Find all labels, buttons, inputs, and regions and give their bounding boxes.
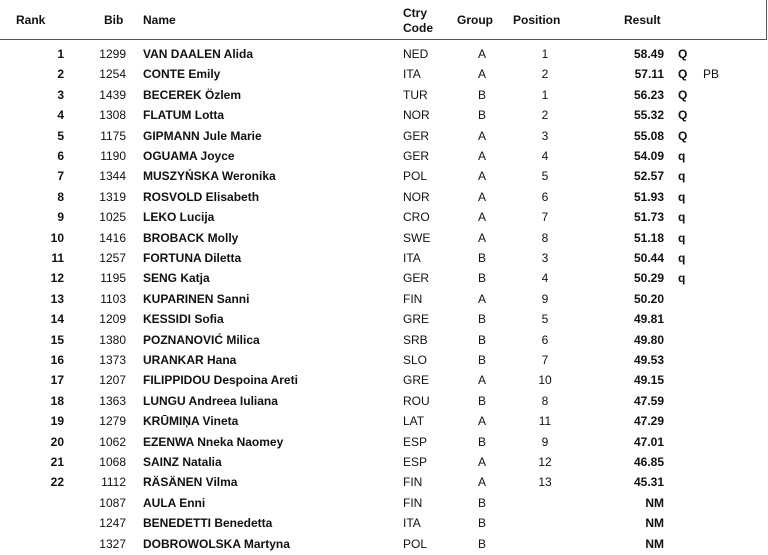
table-row — [0, 268, 768, 288]
rank-cell: 10 — [50, 230, 64, 245]
athlete-name: KESSIDI Sofia — [143, 312, 224, 327]
bib-cell: 1207 — [99, 373, 126, 388]
position-cell: 8 — [541, 393, 549, 408]
rank-cell: 14 — [50, 312, 64, 327]
header-bib: Bib — [104, 13, 124, 27]
rank-cell: 5 — [57, 128, 64, 143]
bib-cell: 1062 — [99, 434, 126, 449]
position-cell: 1 — [541, 87, 549, 102]
rank-cell: 18 — [50, 393, 64, 408]
position-cell: 6 — [541, 332, 549, 347]
rank-cell: 2 — [57, 67, 64, 82]
group-cell: A — [477, 47, 486, 61]
table-row — [0, 146, 768, 166]
athlete-name: POZNANOVIĆ Milica — [143, 332, 260, 347]
position-cell: 1 — [541, 47, 549, 61]
header-group: Group — [457, 13, 493, 27]
bib-cell: 1209 — [99, 312, 126, 327]
athlete-name: AULA Enni — [143, 495, 206, 510]
table-row — [0, 330, 768, 350]
result-mark: 50.20 — [633, 291, 664, 306]
group-cell: B — [477, 516, 486, 531]
bib-cell: 1103 — [100, 291, 126, 306]
country-code: SWE — [403, 230, 431, 245]
result-mark: 51.18 — [633, 230, 664, 245]
group-cell: B — [477, 87, 486, 102]
athlete-name: EZENWA Nneka Naomey — [143, 434, 284, 449]
country-code: SLO — [403, 353, 428, 367]
header-code: Code — [403, 21, 433, 35]
athlete-name: OGUAMA Joyce — [143, 149, 235, 163]
athlete-name: LUNGU Andreea Iuliana — [143, 393, 278, 408]
header-position: Position — [513, 13, 561, 27]
qualification-mark: Q — [678, 87, 688, 102]
rank-cell: 17 — [50, 373, 64, 388]
country-code: FIN — [403, 475, 423, 490]
bib-cell: 1308 — [99, 108, 126, 123]
results-table-header — [0, 0, 767, 40]
qualification-mark: Q — [678, 108, 688, 123]
position-cell: 7 — [541, 210, 549, 225]
result-mark: 52.57 — [633, 169, 664, 184]
qualification-mark: Q — [678, 128, 688, 143]
qualification-mark: q — [678, 149, 686, 163]
header-rank: Rank — [16, 13, 46, 27]
bib-cell: 1112 — [101, 475, 126, 490]
header-ctry: Ctry — [403, 6, 428, 20]
athlete-name: ROSVOLD Elisabeth — [143, 189, 260, 204]
country-code: GER — [403, 128, 430, 143]
group-cell: B — [477, 536, 486, 551]
result-mark: 56.23 — [633, 87, 664, 102]
position-cell: 12 — [538, 455, 552, 469]
country-code: NED — [403, 47, 429, 61]
athlete-name: FLATUM Lotta — [143, 108, 225, 123]
group-cell: B — [477, 393, 486, 408]
table-row — [0, 309, 768, 329]
rank-cell: 22 — [50, 475, 64, 490]
bib-cell: 1254 — [99, 67, 126, 82]
country-code: POL — [403, 536, 428, 551]
group-cell: B — [477, 495, 486, 510]
bib-cell: 1319 — [99, 189, 126, 204]
table-row — [0, 452, 768, 472]
country-code: ITA — [403, 516, 421, 531]
country-code: ESP — [403, 455, 428, 469]
country-code: ITA — [403, 67, 421, 82]
position-cell: 11 — [538, 414, 552, 429]
rank-cell: 3 — [57, 87, 64, 102]
group-cell: B — [477, 434, 486, 449]
rank-cell: 13 — [50, 291, 64, 306]
athlete-name: SENG Katja — [143, 271, 210, 286]
table-row — [0, 289, 768, 309]
header-name: Name — [143, 13, 176, 27]
table-row — [0, 370, 768, 390]
table-row — [0, 432, 768, 452]
athlete-name: FILIPPIDOU Despoina Areti — [143, 373, 298, 388]
result-mark: 50.29 — [633, 271, 664, 286]
group-cell: A — [477, 455, 486, 469]
athlete-name: CONTE Emily — [143, 67, 221, 82]
athlete-name: LEKO Lucija — [143, 210, 215, 225]
country-code: POL — [403, 169, 428, 184]
table-row — [0, 248, 768, 268]
table-row — [0, 228, 768, 248]
bib-cell: 1327 — [99, 536, 126, 551]
result-mark: 55.32 — [633, 108, 664, 123]
bib-cell: 1279 — [99, 414, 126, 429]
athlete-name: DOBROWOLSKA Martyna — [143, 536, 290, 551]
country-code: CRO — [403, 210, 430, 225]
bib-cell: 1025 — [99, 210, 126, 225]
bib-cell: 1299 — [99, 47, 126, 61]
position-cell: 3 — [541, 251, 549, 265]
bib-cell: 1416 — [99, 230, 126, 245]
group-cell: A — [477, 189, 486, 204]
position-cell: 2 — [541, 108, 549, 123]
country-code: NOR — [403, 108, 430, 123]
rank-cell: 4 — [57, 108, 64, 123]
rank-cell: 1 — [57, 47, 64, 61]
result-mark: NM — [645, 516, 664, 531]
qualification-mark: q — [678, 271, 686, 286]
result-mark: 54.09 — [633, 149, 664, 163]
position-cell: 3 — [541, 128, 549, 143]
header-result: Result — [624, 13, 661, 27]
table-row — [0, 391, 768, 411]
position-cell: 2 — [541, 67, 549, 82]
table-row — [0, 64, 768, 84]
rank-cell: 6 — [57, 149, 64, 163]
country-code: FIN — [403, 291, 423, 306]
result-mark: NM — [645, 495, 664, 510]
result-mark: 47.59 — [633, 393, 664, 408]
group-cell: A — [477, 230, 486, 245]
country-code: SRB — [403, 332, 428, 347]
athlete-name: SAINZ Natalia — [143, 455, 222, 469]
table-row — [0, 126, 768, 146]
country-code: GRE — [403, 312, 430, 327]
rank-cell: 16 — [50, 353, 64, 367]
qualification-mark: q — [678, 189, 686, 204]
country-code: ITA — [403, 251, 421, 265]
athlete-name: BECEREK Özlem — [143, 87, 242, 102]
athlete-name: MUSZYŃSKA Weronika — [143, 169, 276, 184]
bib-cell: 1247 — [99, 516, 126, 531]
group-cell: A — [477, 373, 486, 388]
position-cell: 4 — [541, 271, 549, 286]
bib-cell: 1257 — [99, 251, 126, 265]
table-row — [0, 472, 768, 492]
bib-cell: 1190 — [100, 149, 126, 163]
position-cell: 4 — [541, 149, 549, 163]
table-row — [0, 411, 768, 431]
position-cell: 5 — [541, 169, 549, 184]
position-cell: 9 — [541, 291, 549, 306]
rank-cell: 8 — [57, 189, 64, 204]
athlete-name: FORTUNA Diletta — [143, 251, 242, 265]
record-note: PB — [703, 67, 720, 82]
group-cell: B — [477, 271, 486, 286]
rank-cell: 11 — [51, 251, 64, 265]
bib-cell: 1373 — [99, 353, 126, 367]
country-code: GER — [403, 271, 430, 286]
athlete-name: GIPMANN Jule Marie — [143, 128, 262, 143]
table-row — [0, 166, 768, 186]
result-mark: 55.08 — [633, 128, 664, 143]
table-row — [0, 85, 768, 105]
result-mark: NM — [645, 536, 664, 551]
position-cell: 8 — [541, 230, 549, 245]
country-code: FIN — [403, 495, 423, 510]
table-row — [0, 493, 768, 513]
rank-cell: 9 — [57, 210, 64, 225]
athlete-name: URANKAR Hana — [143, 353, 237, 367]
result-mark: 47.01 — [633, 434, 664, 449]
group-cell: B — [477, 251, 486, 265]
country-code: LAT — [403, 414, 425, 429]
bib-cell: 1068 — [99, 455, 126, 469]
rank-cell: 19 — [50, 414, 64, 429]
group-cell: B — [477, 332, 486, 347]
group-cell: B — [477, 353, 486, 367]
qualification-mark: Q — [678, 67, 688, 82]
athlete-name: RÄSÄNEN Vilma — [143, 475, 238, 490]
bib-cell: 1439 — [99, 87, 126, 102]
country-code: NOR — [403, 189, 430, 204]
position-cell: 13 — [538, 475, 552, 490]
qualification-mark: q — [678, 210, 686, 225]
country-code: GER — [403, 149, 430, 163]
rank-cell: 12 — [50, 271, 64, 286]
qualification-mark: q — [678, 251, 686, 265]
group-cell: A — [477, 149, 486, 163]
table-row — [0, 105, 768, 125]
result-mark: 49.15 — [633, 373, 664, 388]
qualification-mark: q — [678, 230, 686, 245]
athlete-name: KRŪMIŅA Vineta — [143, 414, 239, 429]
country-code: ROU — [403, 393, 430, 408]
group-cell: B — [477, 312, 486, 327]
result-mark: 51.93 — [633, 189, 664, 204]
bib-cell: 1380 — [99, 332, 126, 347]
table-row — [0, 534, 768, 554]
table-row — [0, 44, 768, 64]
position-cell: 7 — [541, 353, 549, 367]
rank-cell: 15 — [50, 332, 64, 347]
bib-cell: 1344 — [99, 169, 126, 184]
position-cell: 10 — [538, 373, 552, 388]
result-mark: 58.49 — [633, 47, 664, 61]
result-mark: 45.31 — [633, 475, 664, 490]
result-mark: 49.80 — [633, 332, 664, 347]
result-mark: 57.11 — [634, 67, 664, 82]
country-code: TUR — [403, 87, 428, 102]
qualification-mark: q — [678, 169, 686, 184]
group-cell: A — [477, 475, 486, 490]
table-row — [0, 350, 768, 370]
result-mark: 49.53 — [633, 353, 664, 367]
group-cell: A — [477, 291, 486, 306]
result-mark: 47.29 — [633, 414, 664, 429]
country-code: ESP — [403, 434, 428, 449]
bib-cell: 1087 — [99, 495, 126, 510]
position-cell: 6 — [541, 189, 549, 204]
group-cell: A — [477, 67, 486, 82]
athlete-name: BENEDETTI Benedetta — [143, 516, 273, 531]
group-cell: A — [477, 128, 486, 143]
bib-cell: 1363 — [99, 393, 126, 408]
group-cell: A — [477, 210, 486, 225]
athlete-name: BROBACK Molly — [143, 230, 239, 245]
table-row — [0, 187, 768, 207]
rank-cell: 20 — [50, 434, 64, 449]
position-cell: 5 — [541, 312, 549, 327]
group-cell: B — [477, 108, 486, 123]
athlete-name: VAN DAALEN Alida — [143, 47, 254, 61]
group-cell: A — [477, 169, 486, 184]
result-mark: 51.73 — [633, 210, 664, 225]
result-mark: 46.85 — [633, 455, 664, 469]
group-cell: A — [477, 414, 486, 429]
table-row — [0, 207, 768, 227]
qualification-mark: Q — [678, 47, 688, 61]
result-mark: 49.81 — [633, 312, 664, 327]
bib-cell: 1175 — [100, 128, 126, 143]
bib-cell: 1195 — [100, 271, 126, 286]
table-row — [0, 513, 768, 533]
result-mark: 50.44 — [633, 251, 664, 265]
athlete-name: KUPARINEN Sanni — [143, 291, 250, 306]
country-code: GRE — [403, 373, 430, 388]
rank-cell: 21 — [50, 455, 64, 469]
rank-cell: 7 — [57, 169, 64, 184]
position-cell: 9 — [541, 434, 549, 449]
